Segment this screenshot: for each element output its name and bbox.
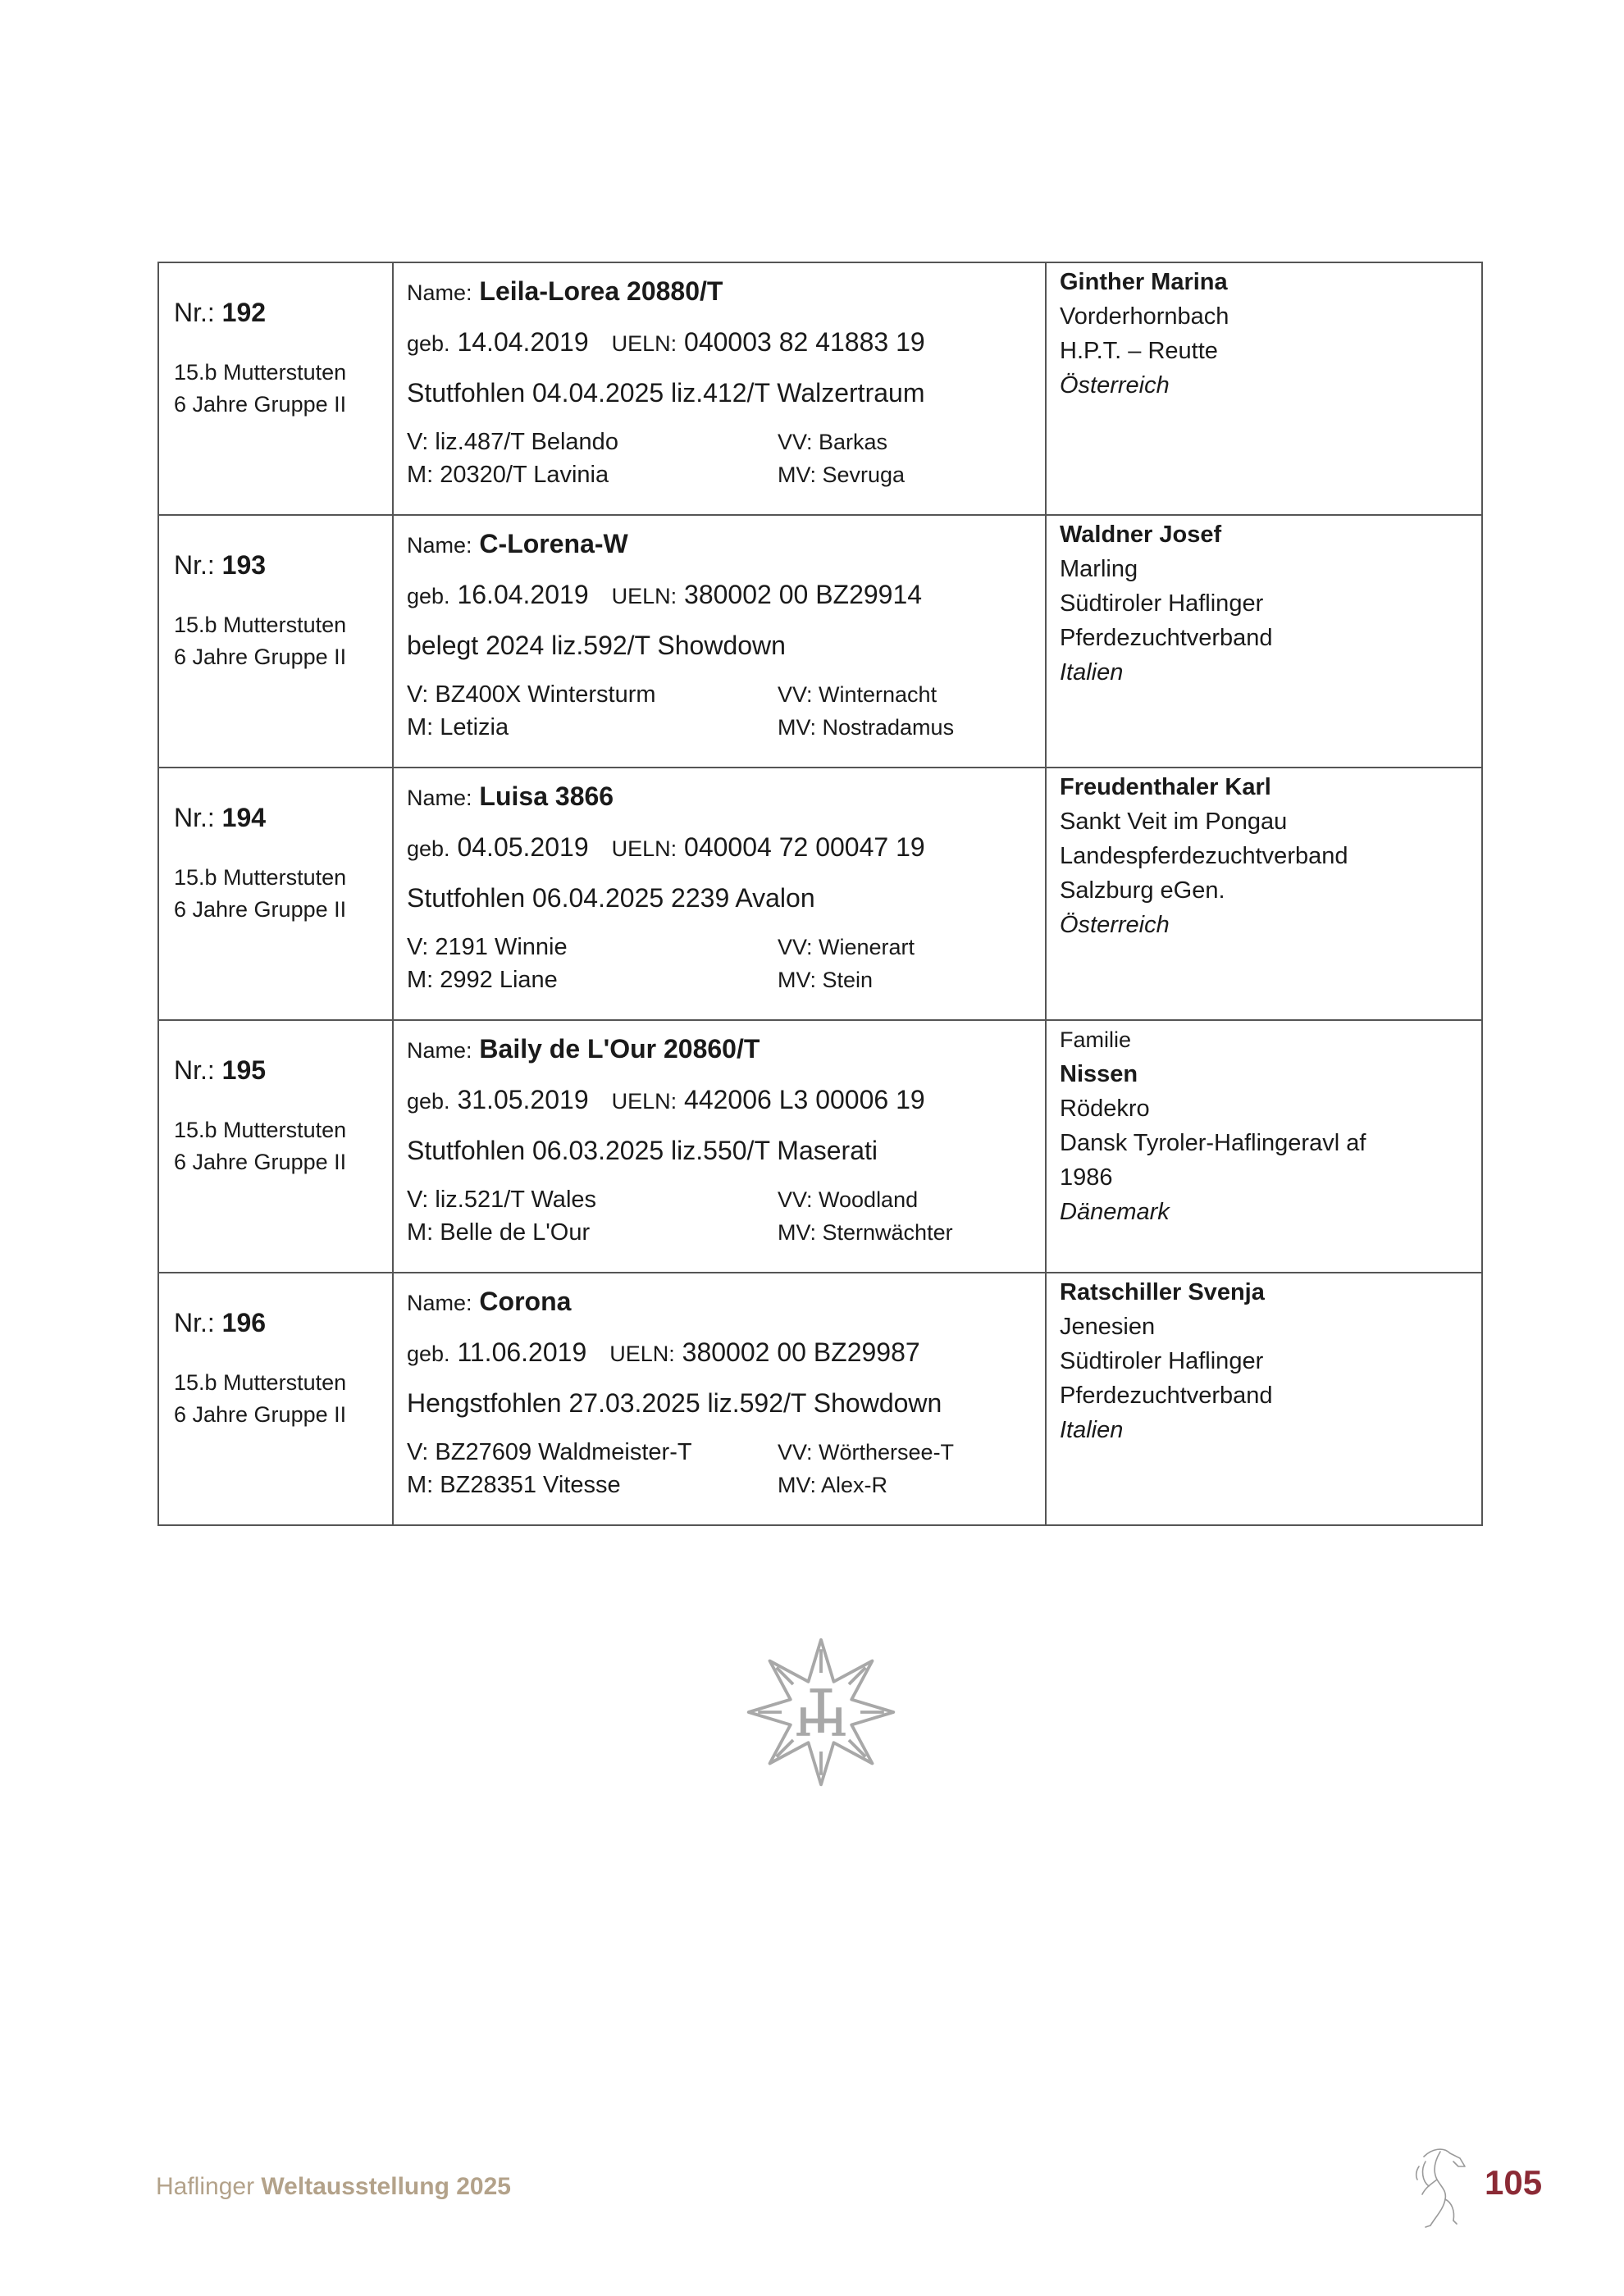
birth-date: 04.05.2019 bbox=[457, 832, 589, 862]
dam-sire: MV: Nostradamus bbox=[778, 715, 955, 740]
name-label: Name: bbox=[407, 786, 472, 810]
entry-number bbox=[174, 1306, 392, 1339]
ueln-value: 442006 L3 00006 19 bbox=[684, 1085, 925, 1114]
breeding-status: Stutfohlen 04.04.2025 liz.412/T Walzertraum bbox=[407, 378, 925, 408]
geb-label: geb. bbox=[407, 584, 450, 608]
nr-value: 196 bbox=[221, 1308, 267, 1337]
page-number: 105 bbox=[1485, 2163, 1543, 2202]
owner-line: Jenesien bbox=[1060, 1314, 1156, 1340]
horse-details-cell bbox=[393, 1273, 1046, 1525]
nr-value: 193 bbox=[221, 550, 267, 580]
entry-number bbox=[174, 1054, 392, 1086]
class-line: 15.b Mutterstuten bbox=[174, 613, 347, 637]
class-line: 15.b Mutterstuten bbox=[174, 360, 347, 385]
nr-value: 194 bbox=[221, 803, 267, 832]
breeding-status: Stutfohlen 06.04.2025 2239 Avalon bbox=[407, 883, 815, 913]
ueln-label: UELN: bbox=[609, 1342, 675, 1366]
nr-label: Nr.: bbox=[174, 1055, 215, 1085]
entry-number-cell bbox=[158, 768, 393, 1020]
sire: V: 2191 Winnie bbox=[407, 934, 568, 960]
entry-class bbox=[174, 609, 392, 673]
horse-name-value: Corona bbox=[479, 1287, 572, 1316]
class-group: 6 Jahre Gruppe II bbox=[174, 1150, 347, 1174]
owner-cell bbox=[1046, 515, 1482, 768]
owner-line: Familie bbox=[1060, 1027, 1132, 1052]
nr-value: 192 bbox=[221, 298, 267, 327]
footer-event: Weltausstellung 2025 bbox=[261, 2173, 511, 2200]
geb-label: geb. bbox=[407, 331, 450, 356]
owner-line: Sankt Veit im Pongau bbox=[1060, 809, 1288, 835]
pedigree bbox=[407, 1436, 1045, 1501]
entry-number bbox=[174, 801, 392, 834]
owner-line: Pferdezuchtverband bbox=[1060, 1383, 1273, 1409]
horse-birth-ueln bbox=[407, 326, 1045, 360]
sire: V: liz.521/T Wales bbox=[407, 1187, 597, 1213]
owner-line: Österreich bbox=[1060, 912, 1170, 938]
birth-date: 11.06.2019 bbox=[457, 1337, 587, 1367]
owner-cell bbox=[1046, 1020, 1482, 1273]
entry-class bbox=[174, 1367, 392, 1431]
dam: M: 20320/T Lavinia bbox=[407, 462, 609, 488]
horse-name-value: C-Lorena-W bbox=[479, 529, 628, 558]
sire-sire: VV: Woodland bbox=[778, 1187, 919, 1212]
owner-line: Dänemark bbox=[1060, 1199, 1170, 1225]
owner-line: Südtiroler Haflinger bbox=[1060, 590, 1264, 617]
class-line: 15.b Mutterstuten bbox=[174, 1370, 347, 1395]
horse-name-value: Baily de L'Our 20860/T bbox=[479, 1034, 760, 1064]
pedigree bbox=[407, 426, 1045, 491]
ueln-value: 040003 82 41883 19 bbox=[684, 327, 925, 357]
breeding-status: Stutfohlen 06.03.2025 liz.550/T Maserati bbox=[407, 1136, 878, 1165]
footer-brand: Haflinger bbox=[156, 2173, 255, 2200]
pedigree bbox=[407, 931, 1045, 996]
owner-line: Ginther Marina bbox=[1060, 269, 1228, 295]
nr-label: Nr.: bbox=[174, 1308, 215, 1337]
class-line: 15.b Mutterstuten bbox=[174, 865, 347, 890]
owner-line: Rödekro bbox=[1060, 1096, 1150, 1122]
class-group: 6 Jahre Gruppe II bbox=[174, 897, 347, 922]
owner-cell bbox=[1046, 768, 1482, 1020]
horse-name-value: Leila-Lorea 20880/T bbox=[479, 276, 723, 306]
catalog-table bbox=[157, 262, 1483, 1526]
name-label: Name: bbox=[407, 280, 472, 305]
entry-number-cell bbox=[158, 515, 393, 768]
owner-line: Salzburg eGen. bbox=[1060, 877, 1225, 904]
birth-date: 14.04.2019 bbox=[457, 327, 589, 357]
nr-label: Nr.: bbox=[174, 803, 215, 832]
owner-line: Nissen bbox=[1060, 1061, 1138, 1087]
horse-birth-ueln bbox=[407, 831, 1045, 865]
sire-sire: VV: Wienerart bbox=[778, 935, 915, 959]
name-label: Name: bbox=[407, 533, 472, 558]
pedigree bbox=[407, 678, 1045, 744]
horse-details-cell bbox=[393, 262, 1046, 515]
entry-number-cell bbox=[158, 262, 393, 515]
owner-line: 1986 bbox=[1060, 1164, 1113, 1191]
breeding-status: Hengstfohlen 27.03.2025 liz.592/T Showdown bbox=[407, 1388, 942, 1418]
horse-birth-ueln bbox=[407, 578, 1045, 613]
owner-line: Vorderhornbach bbox=[1060, 303, 1229, 330]
ueln-label: UELN: bbox=[611, 1089, 677, 1114]
name-label: Name: bbox=[407, 1291, 472, 1315]
owner-line: Freudenthaler Karl bbox=[1060, 774, 1271, 800]
horse-name bbox=[407, 275, 1045, 309]
owner-line: Österreich bbox=[1060, 372, 1170, 399]
class-group: 6 Jahre Gruppe II bbox=[174, 1402, 347, 1427]
ueln-value: 040004 72 00047 19 bbox=[684, 832, 925, 862]
owner-cell bbox=[1046, 262, 1482, 515]
name-label: Name: bbox=[407, 1038, 472, 1063]
footer-title bbox=[156, 2173, 511, 2201]
birth-date: 31.05.2019 bbox=[457, 1085, 589, 1114]
dam-sire: MV: Stein bbox=[778, 968, 874, 992]
geb-label: geb. bbox=[407, 1342, 450, 1366]
horse-details-cell bbox=[393, 768, 1046, 1020]
breeding-status: belegt 2024 liz.592/T Showdown bbox=[407, 631, 786, 660]
dam: M: BZ28351 Vitesse bbox=[407, 1472, 621, 1498]
horse-name bbox=[407, 527, 1045, 562]
entry-number bbox=[174, 296, 392, 329]
entry-class bbox=[174, 862, 392, 926]
ueln-label: UELN: bbox=[611, 836, 677, 861]
sire-sire: VV: Winternacht bbox=[778, 682, 937, 707]
dam: M: Letizia bbox=[407, 714, 509, 740]
sire-sire: VV: Wörthersee-T bbox=[778, 1440, 955, 1465]
horse-details-cell bbox=[393, 515, 1046, 768]
dam-sire: MV: Sternwächter bbox=[778, 1220, 953, 1245]
catalog-entry-row bbox=[158, 1020, 1482, 1273]
edelweiss-th-emblem-icon bbox=[742, 1630, 900, 1794]
catalog-entry-row bbox=[158, 515, 1482, 768]
owner-line: Landespferdezuchtverband bbox=[1060, 843, 1348, 869]
nr-label: Nr.: bbox=[174, 550, 215, 580]
birth-date: 16.04.2019 bbox=[457, 580, 589, 609]
entry-number-cell bbox=[158, 1020, 393, 1273]
sire: V: liz.487/T Belando bbox=[407, 429, 618, 455]
horse-birth-ueln bbox=[407, 1336, 1045, 1370]
horse-birth-ueln bbox=[407, 1083, 1045, 1118]
ueln-value: 380002 00 BZ29987 bbox=[682, 1337, 920, 1367]
horse-details-cell bbox=[393, 1020, 1046, 1273]
owner-line: Italien bbox=[1060, 1417, 1124, 1443]
ueln-value: 380002 00 BZ29914 bbox=[684, 580, 923, 609]
nr-value: 195 bbox=[221, 1055, 267, 1085]
owner-line: Südtiroler Haflinger bbox=[1060, 1348, 1264, 1374]
catalog-entry-row bbox=[158, 262, 1482, 515]
dam: M: Belle de L'Our bbox=[407, 1219, 591, 1246]
ueln-label: UELN: bbox=[611, 331, 677, 356]
horse-name bbox=[407, 780, 1045, 814]
owner-line: Ratschiller Svenja bbox=[1060, 1279, 1265, 1305]
dam: M: 2992 Liane bbox=[407, 967, 558, 993]
class-group: 6 Jahre Gruppe II bbox=[174, 392, 347, 417]
dam-sire: MV: Sevruga bbox=[778, 462, 906, 487]
geb-label: geb. bbox=[407, 1089, 450, 1114]
catalog-rows bbox=[158, 262, 1482, 1525]
horse-name bbox=[407, 1285, 1045, 1319]
class-line: 15.b Mutterstuten bbox=[174, 1118, 347, 1142]
entry-class bbox=[174, 357, 392, 421]
horse-name bbox=[407, 1032, 1045, 1067]
ueln-label: UELN: bbox=[611, 584, 677, 608]
catalog-entry-row bbox=[158, 768, 1482, 1020]
entry-number-cell bbox=[158, 1273, 393, 1525]
entry-number bbox=[174, 549, 392, 581]
sire: V: BZ400X Wintersturm bbox=[407, 681, 656, 708]
sire-sire: VV: Barkas bbox=[778, 430, 888, 454]
horse-sketch-icon bbox=[1407, 2142, 1471, 2230]
geb-label: geb. bbox=[407, 836, 450, 861]
catalog-entry-row bbox=[158, 1273, 1482, 1525]
owner-line: Marling bbox=[1060, 556, 1138, 582]
horse-name-value: Luisa 3866 bbox=[479, 781, 614, 811]
owner-line: Dansk Tyroler-Haflingeravl af bbox=[1060, 1130, 1366, 1156]
owner-cell bbox=[1046, 1273, 1482, 1525]
class-group: 6 Jahre Gruppe II bbox=[174, 645, 347, 669]
dam-sire: MV: Alex-R bbox=[778, 1473, 888, 1497]
nr-label: Nr.: bbox=[174, 298, 215, 327]
owner-line: Pferdezuchtverband bbox=[1060, 625, 1273, 651]
owner-line: Italien bbox=[1060, 659, 1124, 686]
pedigree bbox=[407, 1183, 1045, 1249]
owner-line: H.P.T. – Reutte bbox=[1060, 338, 1218, 364]
entry-class bbox=[174, 1114, 392, 1178]
owner-line: Waldner Josef bbox=[1060, 522, 1222, 548]
sire: V: BZ27609 Waldmeister-T bbox=[407, 1439, 692, 1465]
